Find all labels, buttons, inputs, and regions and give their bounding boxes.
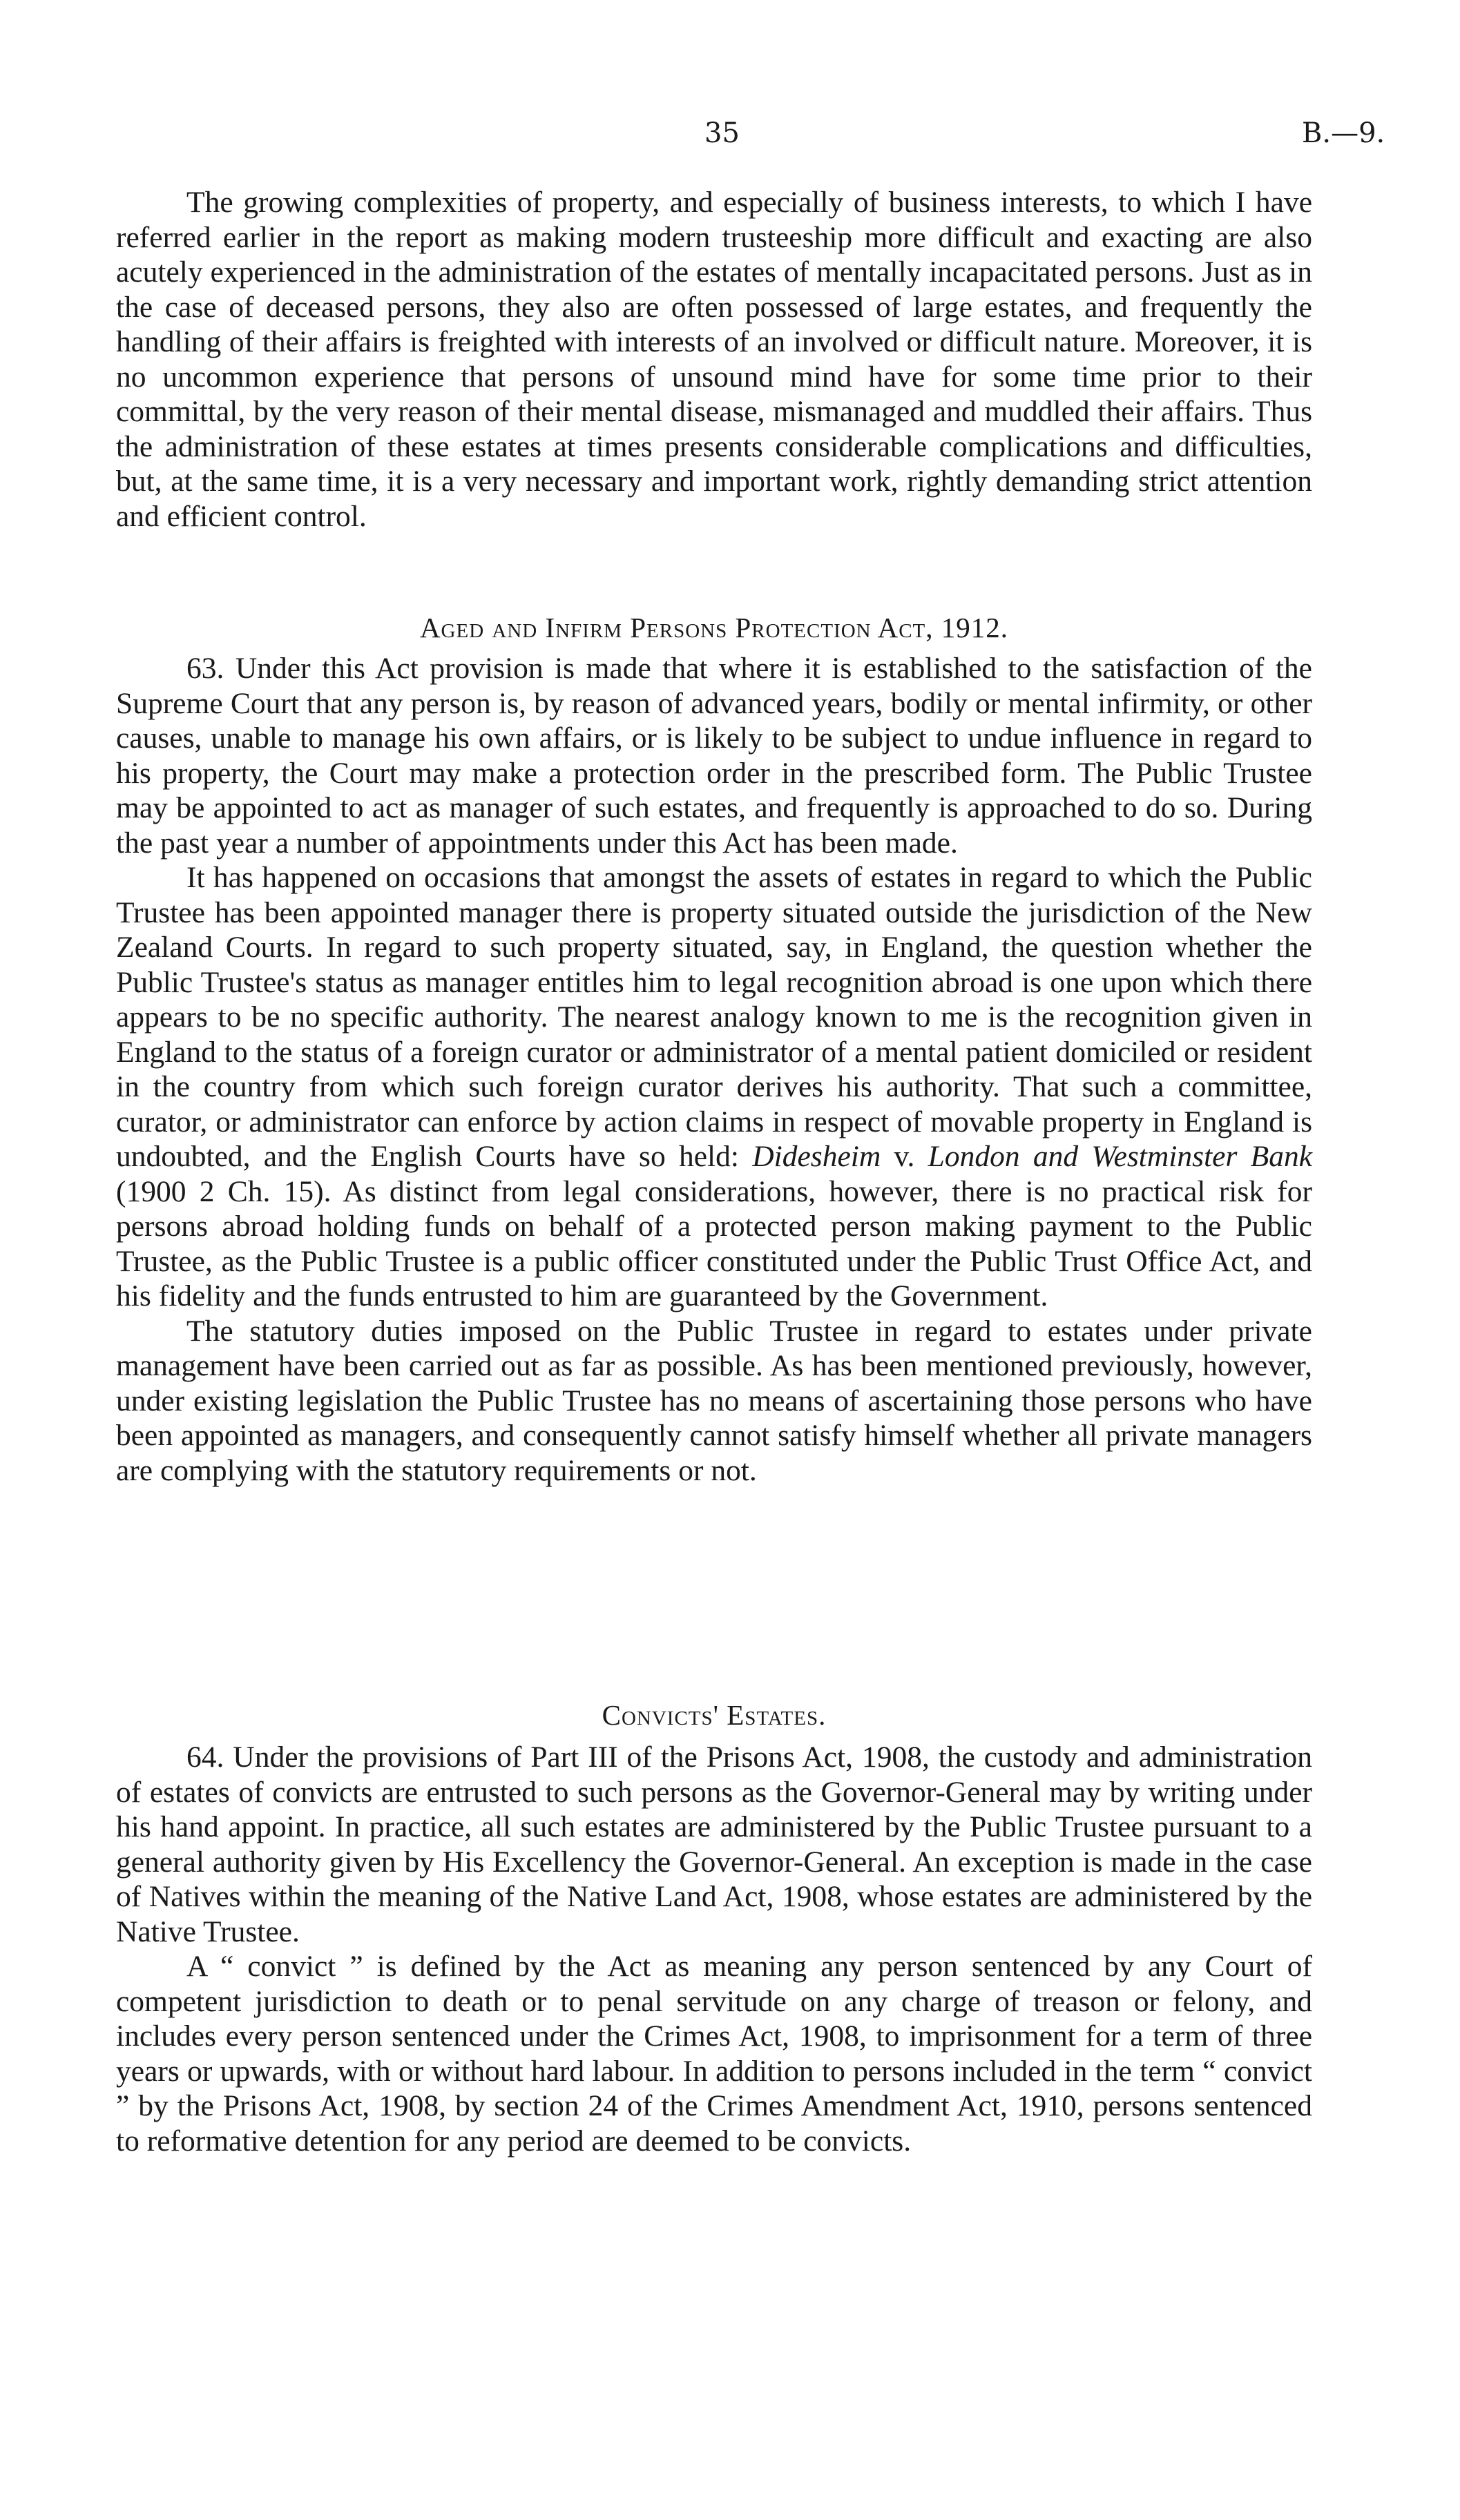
recognition-abroad-text-cont: (1900 2 Ch. 15). As distinct from legal considerations, however, there is no practical risk for persons abroad holding funds on behalf of a protected person making payment to the Public Trustee, as the Public Trustee is a public officer constituted under the Public Trust Office Act, and his fidelity and the funds entrusted to him are guaranteed by the Government. xyxy=(116,1174,1312,1312)
convict-definition-paragraph: A “ convict ” is defined by the Act as meaning any person sentenced by any Court of competent jurisdiction to death or to penal servitude on any charge of treason or felony, and includes every person sentenced under the Crimes Act, 1908, to imprisonment for a term of three years or upwards, with or without hard labour. In addition to persons included in the term “ convict ” by the Prisons Act, 1908, by section 24 of the Crimes Amendment Act, 1910, persons sentenced to reformative detention for any period are deemed to be convicts. xyxy=(116,1950,1312,2158)
document-reference: B.—9. xyxy=(1302,117,1385,149)
page-number: 35 xyxy=(704,117,740,149)
convicts-section-body xyxy=(116,1740,1312,2158)
intro-paragraph-block xyxy=(116,185,1312,534)
statutory-duties-paragraph: The statutory duties imposed on the Public Trustee in regard to estates under private management have been carried out as far as possible. As has been mentioned previously, however, under existing legislation the Public Trustee has no means of ascertaining those persons who have been appointed as managers, and consequently cannot satisfy himself whether all private managers are complying with the statutory requirements or not. xyxy=(116,1314,1312,1487)
recognition-abroad-text: It has happened on occasions that amongst the assets of estates in regard to which the Public Trustee has been appointed manager there is property situated outside the jurisdiction of the New Zealand Courts. In regard to such property situated, say, in England, the question whether the Public Trustee's status as manager entitles him to legal recognition abroad is one upon which there appears to be no specific authority. The nearest analogy known to me is the recognition given in England to the status of a foreign curator or administrator of a mental patient domiciled or resident in the country from which such foreign curator derives his authority. That such a committee, curator, or administrator can enforce by action claims in respect of movable property in England is undoubted, and the English Courts have so held: xyxy=(116,861,1312,1173)
case-v: v. xyxy=(894,1140,915,1173)
case-party-1: Didesheim xyxy=(752,1140,881,1173)
aged-infirm-section-body xyxy=(116,651,1312,1488)
section-heading-convicts-estates: Convicts' Estates. xyxy=(602,1699,827,1731)
recognition-abroad-paragraph xyxy=(116,860,1312,1314)
case-party-2: London and Westminster Bank xyxy=(928,1140,1313,1173)
intro-paragraph: The growing complexities of property, and especially of business interests, to which I have referred earlier in the report as making modern trusteeship more difficult and exacting are also acutely experienced in the administration of the estates of mentally incapacitated persons. Just as in the case of deceased persons, they also are often possessed of large estates, and frequently the handling of their affairs is freighted with interests of an involved or difficult nature. Moreover, it is no uncommon experience that persons of unsound mind have for some time prior to their committal, by the very reason of their mental disease, mismanaged and muddled their affairs. Thus the administration of these estates at times presents considerable complications and difficulties, but, at the same time, it is a very necessary and important work, rightly demanding strict attention and efficient control. xyxy=(116,186,1312,533)
section-heading-aged-infirm: Aged and Infirm Persons Protection Act, 1912. xyxy=(419,612,1009,643)
paragraph-64: 64. Under the provisions of Part III of the Prisons Act, 1908, the custody and administration of estates of convicts are entrusted to such persons as the Governor-General may by writing under his hand appoint. In practice, all such estates are administered by the Public Trustee pursuant to a general authority given by His Excellency the Governor-General. An exception is made in the case of Natives within the meaning of the Native Land Act, 1908, whose estates are administered by the Native Trustee. xyxy=(116,1741,1312,1948)
paragraph-63: 63. Under this Act provision is made that where it is established to the satisfaction of the Supreme Court that any person is, by reason of advanced years, bodily or mental infirmity, or other causes, unable to manage his own affairs, or is likely to be subject to undue influence in regard to his property, the Court may make a protection order in the prescribed form. The Public Trustee may be appointed to act as manager of such estates, and frequently is approached to do so. During the past year a number of appointments under this Act has been made. xyxy=(116,652,1312,860)
